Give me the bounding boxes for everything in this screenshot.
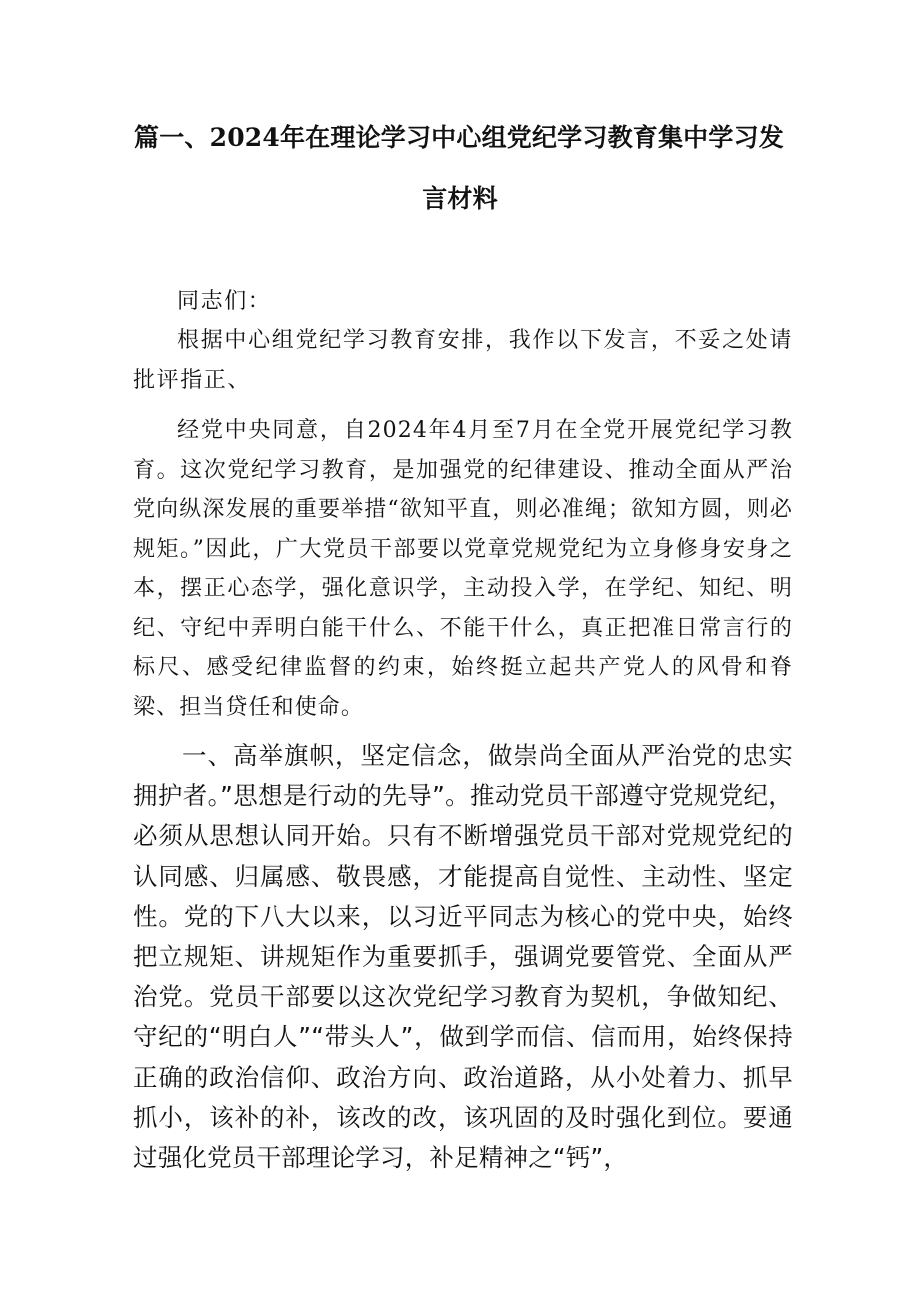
document-title-line2-text: 言材料: [422, 184, 498, 213]
paragraph-section-one: 一、高举旗帜，坚定信念，做崇尚全面从严治党的忠实拥护者。”思想是行动的先导”。推动党员干部遵守党规党纪，必须从思想认同开始。只有不断增强党员干部对党规党纪的认同感、归属感、敬畏感，才能提高自觉性、主动性、坚定性。党的下八大以来，以习近平同志为核心的党中央，始终把立规矩、讲规矩作为重要抓手，强调党要管党、全面从严治党。党员干部要以这次党纪学习教育为契机，争做知纪、守纪的“明白人”“带头人”，做到学而信、信而用，始终保持正确的政治信仰、政治方向、政治道路，从小处着力、抓早抓小，该补的补，该改的改，该巩固的及时强化到位。要通过强化党员干部理论学习，补足精神之“钙”，: [133, 741, 793, 1173]
paragraph-background: 经党中央同意，自2024年4月至7月在全党开展党纪学习教育。这次党纪学习教育，是加强党的纪律建设、推动全面从严治党向纵深发展的重要举措“欲知平直，则必准绳；欲知方圆，则必规矩。”因此，广大党员干部要以党章党规党纪为立身修身安身之本，摆正心态学，强化意识学，主动投入学，在学纪、知纪、明纪、守纪中弄明白能干什么、不能干什么，真正把准日常言行的标尺、感受纪律监督的约束，始终挺立起共产党人的风骨和脊梁、担当贷任和使命。: [133, 418, 793, 720]
document-title-line2: [0, 184, 920, 214]
greeting: 同志们：: [177, 289, 272, 314]
paragraph-intro: 根据中心组党纪学习教育安排，我作以下发言，不妥之处请批评指正、: [133, 328, 793, 393]
document-title-line1: 篇一、2024年在理论学习中心组党纪学习教育集中学习发: [134, 123, 784, 152]
